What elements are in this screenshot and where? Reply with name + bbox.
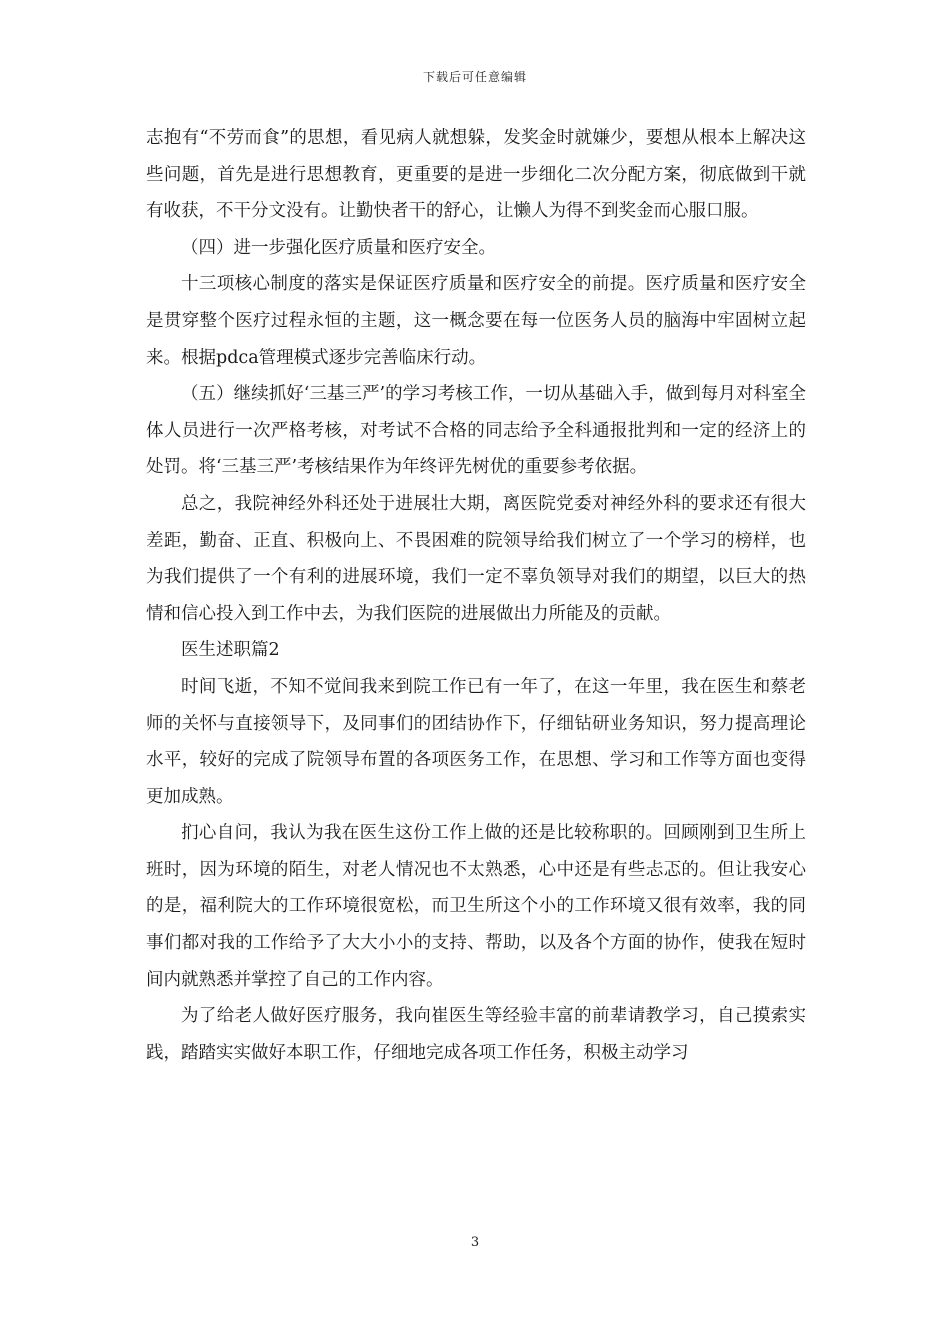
paragraph: 为了给老人做好医疗服务，我向崔医生等经验丰富的前辈请教学习，自己摸索实践，踏踏实实做好本职工作，仔细地完成各项工作任务，积极主动学习 — [146, 1006, 806, 1063]
paragraph-summary: 总之，我院神经外科还处于进展壮大期，离医院党委对神经外科的要求还有很大差距，勤奋、正直、积极向上、不畏困难的院领导给我们树立了一个学习的榜样，也为我们提供了一个有利的进展环境，我们一定不辜负领导对我们的期望，以巨大的热情和信心投入到工作中去，为我们医院的进展做出力所能及的贡献。 — [146, 493, 806, 624]
section-heading-4: （四）进一步强化医疗质量和医疗安全。 — [181, 237, 496, 258]
paragraph-continued: 志抱有“不劳而食”的思想，看见病人就想躲，发奖金时就嫌少，要想从根本上解决这些问题，首先是进行思想教育，更重要的是进一步细化二次分配方案，彻底做到干就有收获，不干分文没有。让勤快者干的舒心，让懒人为得不到奖金而心服口服。 — [146, 128, 806, 222]
page-header: 下载后可任意编辑 — [422, 70, 527, 84]
document-body — [146, 120, 806, 1071]
paragraph: 十三项核心制度的落实是保证医疗质量和医疗安全的前提。医疗质量和医疗安全是贯穿整个医疗过程永恒的主题，这一概念要在每一位医务人员的脑海中牢固树立起来。根据pdca管理模式逐步完善临床行动。 — [146, 274, 806, 368]
chapter-title: 医生述职篇2 — [181, 640, 280, 661]
section-heading-5: （五）继续抓好‘三基三严’的学习考核工作，一切从基础入手，做到每月对科室全体人员进行一次严格考核，对考试不合格的同志给予全科通报批判和一定的经济上的处罚。将‘三基三严’考核结果作为年终评先树优的重要参考依据。 — [146, 384, 806, 478]
paragraph: 时间飞逝，不知不觉间我来到院工作已有一年了，在这一年里，我在医生和蔡老师的关怀与直接领导下，及同事们的团结协作下，仔细钻研业务知识，努力提高理论水平，较好的完成了院领导布置的各项医务工作，在思想、学习和工作等方面也变得更加成熟。 — [146, 676, 806, 807]
page-number: 3 — [470, 1235, 480, 1250]
paragraph: 扪心自问，我认为我在医生这份工作上做的还是比较称职的。回顾刚到卫生所上班时，因为环境的陌生，对老人情况也不太熟悉，心中还是有些忐忑的。但让我安心的是，福利院大的工作环境很宽松，而卫生所这个小的工作环境又很有效率，我的同事们都对我的工作给予了大大小小的支持、帮助，以及各个方面的协作，使我在短时间内就熟悉并掌控了自己的工作内容。 — [146, 823, 806, 990]
